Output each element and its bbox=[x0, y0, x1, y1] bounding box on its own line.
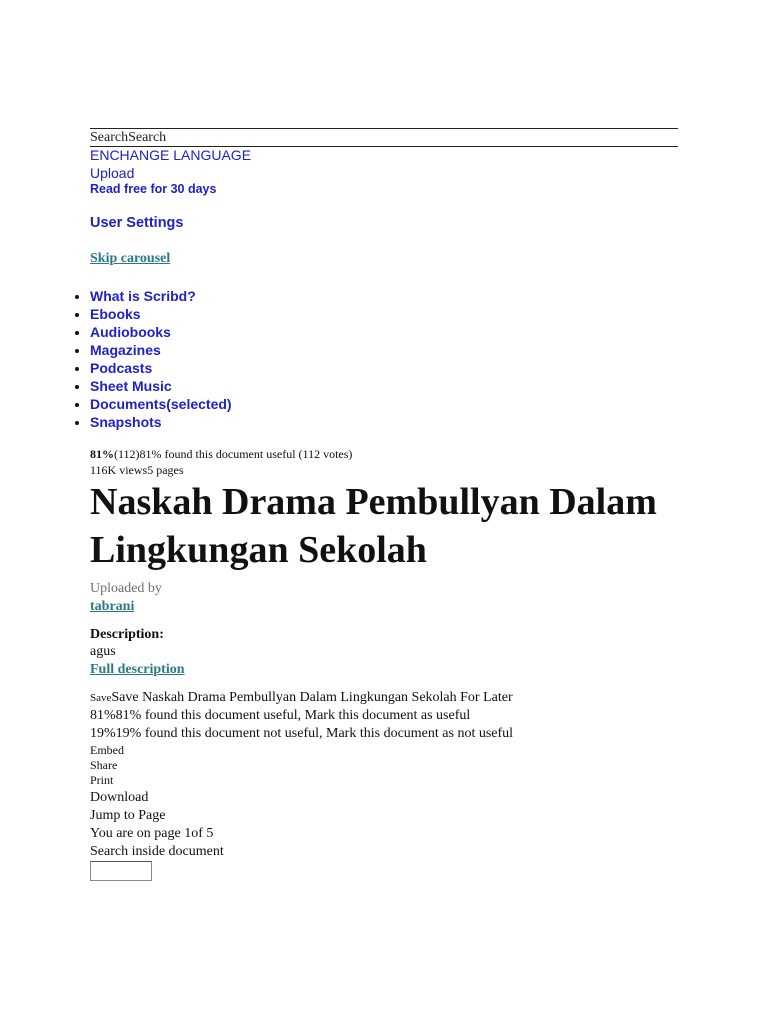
jump-to-page-label: Jump to Page bbox=[90, 808, 166, 823]
views-count: 116K views bbox=[90, 463, 148, 477]
search-bar[interactable] bbox=[90, 128, 678, 147]
save-text: Save Naskah Drama Pembullyan Dalam Lingkungan Sekolah For Later bbox=[111, 690, 513, 705]
nav-item-audiobooks[interactable]: • Audiobooks bbox=[90, 323, 232, 341]
page-info: You are on page 1of 5 bbox=[90, 826, 214, 841]
rating-percent: 81% bbox=[90, 447, 114, 461]
embed-button[interactable]: Embed bbox=[90, 743, 124, 757]
uploaded-by-label: Uploaded by bbox=[90, 581, 162, 596]
nav-item-podcasts[interactable]: • Podcasts bbox=[90, 359, 232, 377]
mark-useful-button[interactable]: 81%81% found this document useful, Mark this document as useful bbox=[90, 708, 471, 723]
nav-item-documents[interactable]: • Documents(selected) bbox=[90, 395, 232, 413]
description-label: Description: bbox=[90, 627, 164, 642]
download-button[interactable]: Download bbox=[90, 790, 149, 805]
language-link[interactable]: ENCHANGE LANGUAGE bbox=[90, 147, 252, 163]
share-button[interactable]: Share bbox=[90, 758, 118, 772]
search-inside-label: Search inside document bbox=[90, 844, 224, 859]
nav-item-magazines[interactable]: • Magazines bbox=[90, 341, 232, 359]
document-title: Naskah Drama Pembullyan Dalam Lingkungan Sekolah bbox=[90, 481, 657, 571]
skip-carousel-link[interactable]: Skip carousel bbox=[90, 251, 171, 266]
search-inside-input[interactable] bbox=[90, 861, 152, 881]
page-count: 5 pages bbox=[147, 463, 184, 477]
document-stats bbox=[90, 463, 184, 478]
save-prefix: Save bbox=[90, 692, 112, 704]
mark-not-useful-button[interactable]: 19%19% found this document not useful, Mark this document as not useful bbox=[90, 726, 514, 741]
save-for-later-button[interactable] bbox=[90, 690, 513, 706]
nav-item-sheet-music[interactable]: • Sheet Music bbox=[90, 377, 232, 395]
rating-summary bbox=[90, 447, 352, 462]
upload-link[interactable]: Upload bbox=[90, 165, 135, 181]
read-free-link[interactable]: Read free for 30 days bbox=[90, 182, 217, 196]
nav-item-ebooks[interactable]: • Ebooks bbox=[90, 305, 232, 323]
full-description-link[interactable]: Full description bbox=[90, 662, 185, 677]
rating-text: 81% found this document useful (112 votes) bbox=[139, 447, 353, 461]
nav-item-snapshots[interactable]: • Snapshots bbox=[90, 413, 232, 431]
category-nav bbox=[62, 287, 232, 431]
user-settings-button[interactable]: User Settings bbox=[90, 215, 184, 231]
print-button[interactable]: Print bbox=[90, 773, 114, 787]
rating-votes: (112) bbox=[114, 447, 140, 461]
description-text: agus bbox=[90, 644, 116, 659]
nav-item-what-is-scribd[interactable]: • What is Scribd? bbox=[90, 287, 232, 305]
search-text: SearchSearch bbox=[90, 130, 167, 145]
uploader-link[interactable]: tabrani bbox=[90, 599, 135, 614]
